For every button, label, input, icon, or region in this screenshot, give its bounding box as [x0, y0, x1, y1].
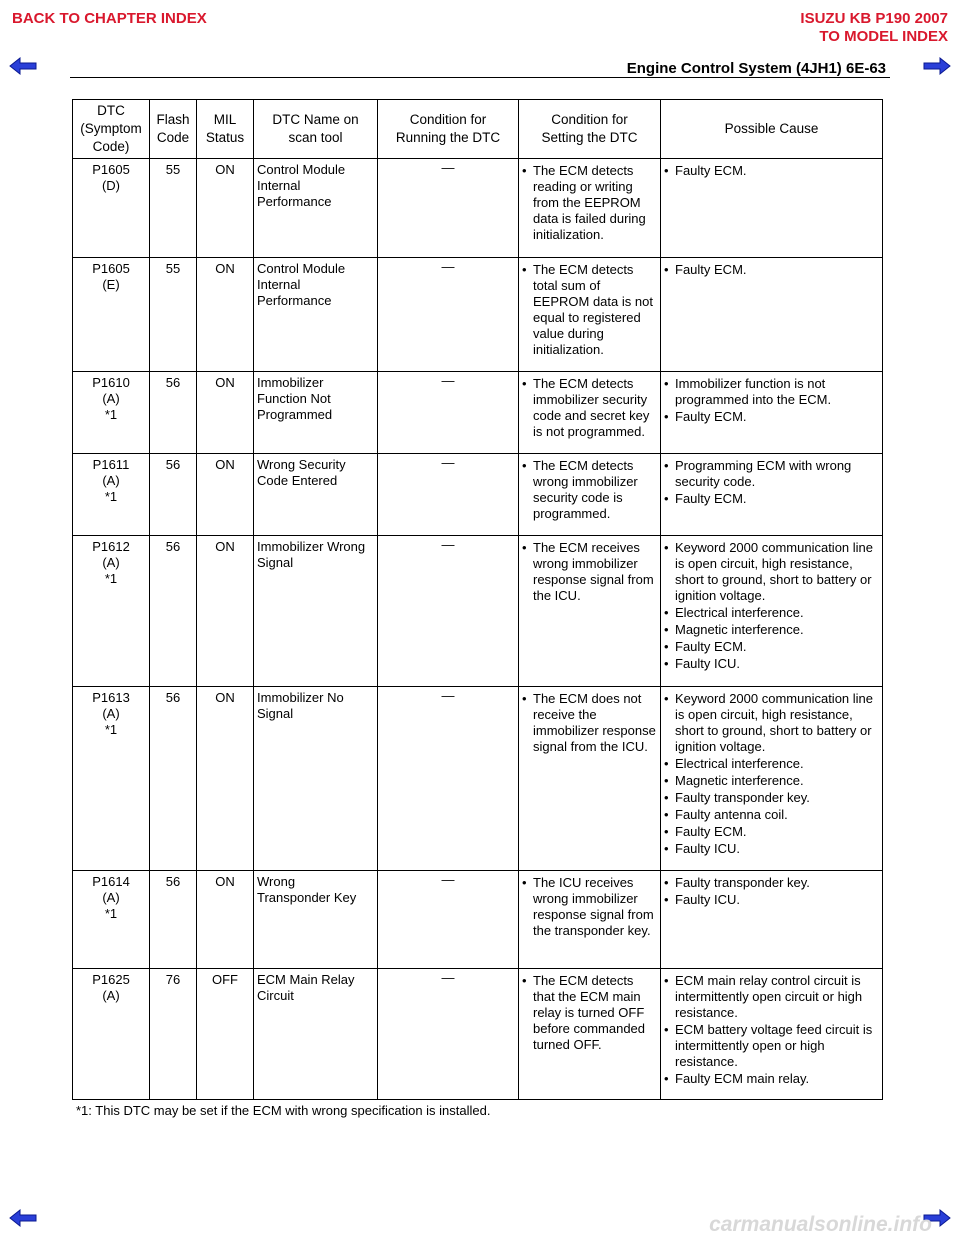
possible-cause-cell — [661, 687, 883, 871]
list-item: • The ECM does not receive the immobilizer response signal from the ICU. — [522, 691, 658, 755]
list-item: • Faulty ECM. — [664, 491, 880, 507]
list-item: • Faulty ICU. — [664, 841, 880, 857]
list-item: • Faulty ECM. — [664, 163, 880, 179]
dtc-code-cell: P1610 (A) *1 — [73, 372, 150, 454]
dtc-name-cell: Immobilizer Function Not Programmed — [254, 372, 378, 454]
bullet-list — [662, 373, 881, 425]
running-condition-cell: — — [378, 687, 519, 871]
dtc-code-cell: P1612 (A) *1 — [73, 536, 150, 687]
dtc-name-cell: Immobilizer Wrong Signal — [254, 536, 378, 687]
table-row — [73, 536, 883, 687]
dtc-code-cell: P1611 (A) *1 — [73, 454, 150, 536]
model-index-links — [800, 10, 948, 46]
dtc-table — [72, 99, 883, 1100]
list-item: • Electrical interference. — [664, 605, 880, 621]
list-item: • The ECM detects reading or writing from the EEPROM data is failed during initialization. — [522, 163, 658, 243]
previous-page-arrow-icon[interactable] — [8, 56, 38, 76]
flash-code-header: Flash Code — [150, 100, 197, 159]
list-item: • Keyword 2000 communication line is open circuit, high resistance, short to ground, short to battery or ignition voltage. — [664, 691, 880, 755]
possible-cause-cell — [661, 454, 883, 536]
list-item: • Faulty transponder key. — [664, 875, 880, 891]
setting-condition-cell — [519, 159, 661, 258]
dtc-name-header: DTC Name on scan tool — [254, 100, 378, 159]
list-item: • Faulty ICU. — [664, 656, 880, 672]
list-item: • ECM battery voltage feed circuit is intermittently open or high resistance. — [664, 1022, 880, 1070]
possible-cause-cell — [661, 871, 883, 969]
running-condition-header: Condition for Running the DTC — [378, 100, 519, 159]
dtc-code-cell: P1614 (A) *1 — [73, 871, 150, 969]
setting-condition-cell — [519, 536, 661, 687]
mil-status-cell: ON — [197, 687, 254, 871]
setting-condition-cell — [519, 258, 661, 372]
possible-cause-cell — [661, 372, 883, 454]
list-item: • Faulty antenna coil. — [664, 807, 880, 823]
next-page-arrow-icon[interactable] — [922, 56, 952, 76]
list-item: • Magnetic interference. — [664, 773, 880, 789]
running-condition-cell: — — [378, 258, 519, 372]
bullet-list — [520, 970, 659, 1053]
dtc-header: DTC (Symptom Code) — [73, 100, 150, 159]
bullet-list — [520, 373, 659, 440]
possible-cause-cell — [661, 536, 883, 687]
list-item: • The ICU receives wrong immobilizer response signal from the transponder key. — [522, 875, 658, 939]
possible-cause-cell — [661, 969, 883, 1100]
list-item: • Faulty ECM. — [664, 639, 880, 655]
bullet-list — [662, 537, 881, 672]
flash-code-cell: 76 — [150, 969, 197, 1100]
table-row — [73, 372, 883, 454]
flash-code-cell: 56 — [150, 372, 197, 454]
dtc-name-cell: Control Module Internal Performance — [254, 159, 378, 258]
mil-status-header: MIL Status — [197, 100, 254, 159]
dtc-name-cell: Wrong Security Code Entered — [254, 454, 378, 536]
table-body — [73, 159, 883, 1100]
dtc-code-cell: P1605 (D) — [73, 159, 150, 258]
flash-code-cell: 55 — [150, 258, 197, 372]
list-item: • Programming ECM with wrong security code. — [664, 458, 880, 490]
running-condition-cell: — — [378, 871, 519, 969]
table-header-row — [73, 100, 883, 159]
table-row — [73, 159, 883, 258]
dtc-code-cell: P1613 (A) *1 — [73, 687, 150, 871]
model-title-link[interactable]: ISUZU KB P190 2007 — [800, 10, 948, 27]
list-item: • Faulty transponder key. — [664, 790, 880, 806]
setting-condition-cell — [519, 871, 661, 969]
previous-page-arrow-icon-bottom[interactable] — [8, 1208, 38, 1228]
possible-cause-cell — [661, 258, 883, 372]
footnote: *1: This DTC may be set if the ECM with wrong specification is installed. — [76, 1103, 491, 1118]
bullet-list — [662, 160, 881, 179]
mil-status-cell: ON — [197, 372, 254, 454]
bullet-list — [662, 688, 881, 857]
setting-condition-cell — [519, 687, 661, 871]
list-item: • Keyword 2000 communication line is open circuit, high resistance, short to ground, short to battery or ignition voltage. — [664, 540, 880, 604]
list-item: • Faulty ECM. — [664, 262, 880, 278]
list-item: • The ECM receives wrong immobilizer response signal from the ICU. — [522, 540, 658, 604]
dtc-name-cell: Wrong Transponder Key — [254, 871, 378, 969]
possible-cause-cell — [661, 159, 883, 258]
running-condition-cell: — — [378, 969, 519, 1100]
flash-code-cell: 56 — [150, 454, 197, 536]
bullet-list — [520, 872, 659, 939]
bullet-list — [662, 455, 881, 507]
flash-code-cell: 56 — [150, 536, 197, 687]
dtc-name-cell: Immobilizer No Signal — [254, 687, 378, 871]
bullet-list — [662, 872, 881, 908]
mil-status-cell: ON — [197, 454, 254, 536]
list-item: • The ECM detects wrong immobilizer security code is programmed. — [522, 458, 658, 522]
list-item: • Faulty ECM. — [664, 409, 880, 425]
bullet-list — [520, 259, 659, 358]
table-row — [73, 258, 883, 372]
list-item: • ECM main relay control circuit is intermittently open circuit or high resistance. — [664, 973, 880, 1021]
setting-condition-header: Condition for Setting the DTC — [519, 100, 661, 159]
dtc-name-cell: Control Module Internal Performance — [254, 258, 378, 372]
running-condition-cell: — — [378, 454, 519, 536]
mil-status-cell: ON — [197, 258, 254, 372]
setting-condition-cell — [519, 372, 661, 454]
table-row — [73, 969, 883, 1100]
flash-code-cell: 55 — [150, 159, 197, 258]
bullet-list — [520, 688, 659, 755]
possible-cause-header: Possible Cause — [661, 100, 883, 159]
bullet-list — [520, 537, 659, 604]
bullet-list — [662, 259, 881, 278]
header-rule — [70, 77, 890, 78]
list-item: • Immobilizer function is not programmed into the ECM. — [664, 376, 880, 408]
mil-status-cell: ON — [197, 159, 254, 258]
running-condition-cell: — — [378, 372, 519, 454]
flash-code-cell: 56 — [150, 871, 197, 969]
mil-status-cell: ON — [197, 871, 254, 969]
table-row — [73, 871, 883, 969]
list-item: • The ECM detects that the ECM main relay is turned OFF before commanded turned OFF. — [522, 973, 658, 1053]
table-row — [73, 454, 883, 536]
mil-status-cell: OFF — [197, 969, 254, 1100]
running-condition-cell: — — [378, 159, 519, 258]
setting-condition-cell — [519, 969, 661, 1100]
bullet-list — [662, 970, 881, 1087]
back-to-chapter-index-link[interactable]: BACK TO CHAPTER INDEX — [12, 10, 207, 27]
list-item: • The ECM detects total sum of EEPROM data is not equal to registered value during initialization. — [522, 262, 658, 358]
watermark: carmanualsonline.info — [709, 1213, 932, 1236]
running-condition-cell: — — [378, 536, 519, 687]
dtc-code-cell: P1625 (A) — [73, 969, 150, 1100]
list-item: • Faulty ECM. — [664, 824, 880, 840]
setting-condition-cell — [519, 454, 661, 536]
list-item: • Faulty ICU. — [664, 892, 880, 908]
flash-code-cell: 56 — [150, 687, 197, 871]
dtc-name-cell: ECM Main Relay Circuit — [254, 969, 378, 1100]
page-header-title: Engine Control System (4JH1) 6E-63 — [626, 60, 886, 77]
dtc-code-cell: P1605 (E) — [73, 258, 150, 372]
mil-status-cell: ON — [197, 536, 254, 687]
list-item: • Magnetic interference. — [664, 622, 880, 638]
to-model-index-link[interactable]: TO MODEL INDEX — [819, 28, 948, 45]
list-item: • The ECM detects immobilizer security code and secret key is not programmed. — [522, 376, 658, 440]
table-row — [73, 687, 883, 871]
bullet-list — [520, 455, 659, 522]
list-item: • Faulty ECM main relay. — [664, 1071, 880, 1087]
bullet-list — [520, 160, 659, 243]
list-item: • Electrical interference. — [664, 756, 880, 772]
